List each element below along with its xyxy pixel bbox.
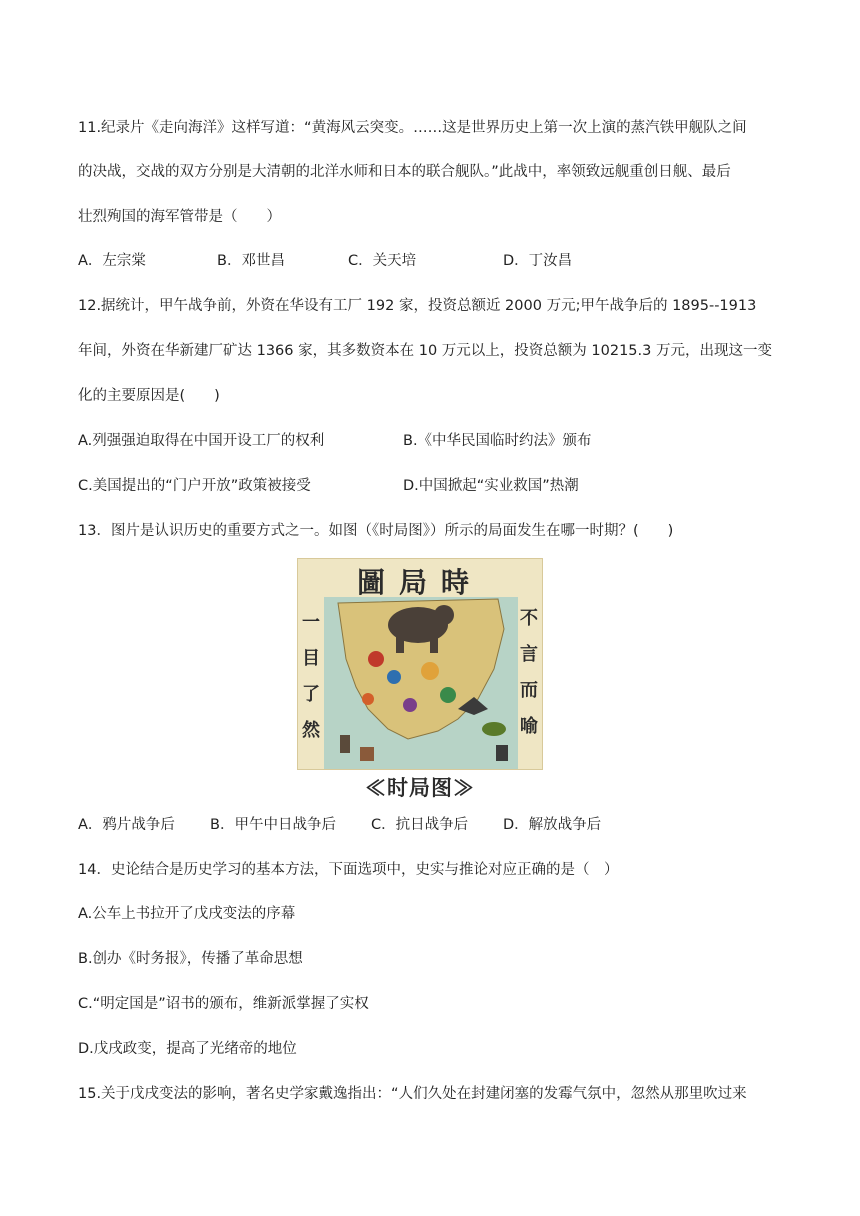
poster-left-char: 一 bbox=[302, 612, 320, 633]
q14-option-b: B.创办《时务报》，传播了革命思想 bbox=[78, 951, 303, 967]
q13-option-b: B．甲午中日战争后 bbox=[210, 817, 336, 833]
poster-left-char: 目 bbox=[302, 648, 320, 669]
q13-option-c: C．抗日战争后 bbox=[371, 817, 469, 833]
q11-line-2: 的决战，交战的双方分别是大清朝的北洋水师和日本的联合舰队。”此战中，率领致远舰重创日舰、最后 bbox=[78, 164, 731, 180]
q11-option-a: A．左宗棠 bbox=[78, 253, 146, 269]
q11-option-b: B．邓世昌 bbox=[217, 253, 285, 269]
shiju-tu-poster bbox=[297, 558, 543, 770]
poster-left-slogan bbox=[300, 605, 322, 749]
q12-line-3: 化的主要原因是( ) bbox=[78, 388, 220, 404]
q13-line-1: 13．图片是认识历史的重要方式之一。如图（《时局图》）所示的局面发生在哪一时期？( ) bbox=[78, 523, 674, 539]
figure-caption: ≪时局图≫ bbox=[365, 775, 475, 800]
q12-line-1: 12.据统计，甲午战争前，外资在华设有工厂 192 家，投资总额近 2000 万元;甲午战争后的 1895--1913 bbox=[78, 298, 757, 314]
q11-line-3: 壮烈殉国的海军管带是（ ） bbox=[78, 209, 281, 225]
q13-option-d: D．解放战争后 bbox=[503, 817, 602, 833]
q12-option-c: C.美国提出的“门户开放”政策被接受 bbox=[78, 478, 311, 494]
poster-left-char: 了 bbox=[302, 684, 320, 705]
poster-title: 圖局時 bbox=[356, 566, 483, 599]
q11-option-d: D．丁汝昌 bbox=[503, 253, 573, 269]
q12-option-a: A.列强强迫取得在中国开设工厂的权利 bbox=[78, 433, 325, 449]
q13-option-a: A．鸦片战争后 bbox=[78, 817, 175, 833]
poster-right-char: 不 bbox=[520, 608, 538, 629]
q11-option-c: C．关天培 bbox=[348, 253, 417, 269]
q15-line-1: 15.关于戊戌变法的影响，著名史学家戴逸指出：“人们久处在封建闭塞的发霉气氛中，忽然从那里吹过来 bbox=[78, 1086, 747, 1102]
poster-left-char: 然 bbox=[302, 720, 320, 741]
shiju-tu-figure bbox=[297, 558, 543, 798]
q11-line-1: 11.纪录片《走向海洋》这样写道：“黄海风云突变。……这是世界历史上第一次上演的蒸汽铁甲舰队之间 bbox=[78, 120, 747, 136]
q12-option-b: B.《中华民国临时约法》颁布 bbox=[403, 433, 592, 449]
poster-right-char: 而 bbox=[520, 680, 538, 701]
poster-right-char: 言 bbox=[520, 644, 538, 665]
q14-option-a: A.公车上书拉开了戊戌变法的序幕 bbox=[78, 906, 296, 922]
poster-right-slogan bbox=[518, 601, 540, 745]
q12-option-d: D.中国掀起“实业救国”热潮 bbox=[403, 478, 579, 494]
q12-line-2: 年间，外资在华新建厂矿达 1366 家，其多数资本在 10 万元以上，投资总额为 10215.3 万元，出现这一变 bbox=[78, 343, 772, 359]
q14-option-d: D.戊戌政变，提高了光绪帝的地位 bbox=[78, 1041, 297, 1057]
q14-option-c: C.“明定国是”诏书的颁布，维新派掌握了实权 bbox=[78, 996, 369, 1012]
q14-line-1: 14．史论结合是历史学习的基本方法，下面选项中，史实与推论对应正确的是（ ） bbox=[78, 862, 619, 878]
poster-right-char: 喻 bbox=[520, 716, 538, 737]
